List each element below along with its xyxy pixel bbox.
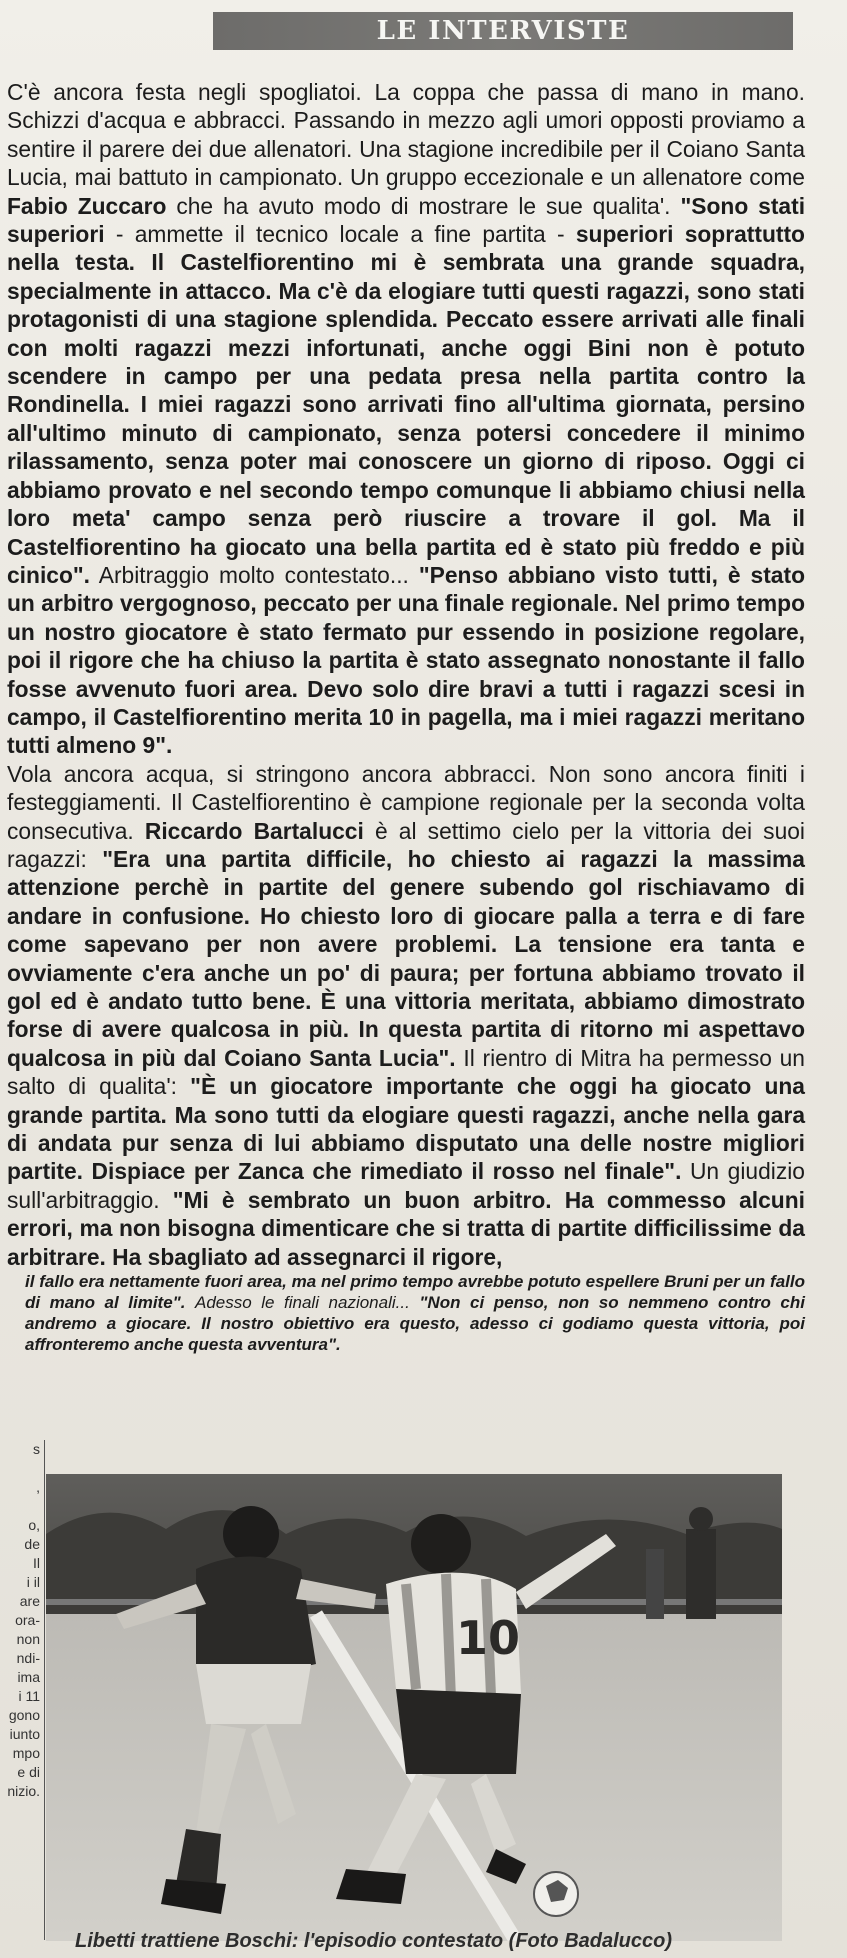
article-paragraph-3 xyxy=(7,1271,805,1355)
quote-start: "Sono stati superiori xyxy=(7,192,806,248)
section-title: LE INTERVISTE xyxy=(376,16,630,46)
left-column-fragment xyxy=(0,1459,44,1478)
quote-bartalucci-1: "Era una partita difficile, ho chiesto ai ragazzi la massima attenzione perchè in partite del genere subendo gol rischiavamo di andare in confusione. Ho chiesto loro di giocare palla a terra e di fare come sapevano per non avere problemi. La tensione era tanta e ovviamente c'era anche un po' di paura; per fortuna abbiamo trovato il gol ed è andato tutto bene. È una vittoria meritata, abbiamo dimostrato forse di avere qualcosa in più. In questa partita di ritorno mi aspettavo qualcosa in più dal Coiano Santa Lucia". xyxy=(7,845,805,1071)
referee-note: Arbitraggio molto contestato... xyxy=(98,561,409,588)
left-column-fragment: i 11 xyxy=(18,1688,40,1704)
match-photo-illustration xyxy=(46,1474,782,1941)
left-column-fragment: iunto xyxy=(9,1726,40,1742)
left-column-fragment: ora- xyxy=(15,1612,40,1628)
section-header xyxy=(213,12,793,50)
article-paragraph-2 xyxy=(7,760,805,1271)
left-column-fragment: ima xyxy=(17,1669,40,1685)
intro-text: C'è ancora festa negli spogliatoi. La coppa che passa di mano in mano. Schizzi d'acqua e abbracci. Passando in mezzo agli umori opposti proviamo a sentire il parere dei due allenatori. Una stagione incredibile per il Coiano Santa Lucia, mai battuto in campionato. Un gruppo eccezionale e un allenatore come xyxy=(7,79,805,191)
second-intro-2: è al settimo cielo per la vittoria dei suoi ragazzi: xyxy=(7,817,805,872)
photo-caption: Libetti trattiene Boschi: l'episodio contestato (Foto Badalucco) xyxy=(75,1930,673,1952)
finals-note: Adesso le finali nazionali... xyxy=(195,1293,410,1313)
left-column-fragment xyxy=(0,1497,44,1516)
coach-name-zuccaro: Fabio Zuccaro xyxy=(7,192,167,219)
left-column-fragment: mpo xyxy=(12,1745,40,1761)
left-column-fragment: gono xyxy=(8,1707,40,1723)
left-column-fragment: Il xyxy=(33,1555,40,1571)
quote-bartalucci-3: "Mi è sembrato un buon arbitro. Ha commesso alcuni errori, ma non bisogna dimenticare che si tratta di partite difficilissime da arbitrare. Ha sbagliato ad assegnarci il rigore, xyxy=(7,1186,805,1270)
mitra-note: Il rientro di Mitra ha permesso un salto di qualita': xyxy=(7,1044,805,1100)
adjacent-column-fragment xyxy=(0,1440,45,1940)
match-photo xyxy=(46,1474,782,1941)
left-column-fragment: , xyxy=(36,1479,40,1495)
left-column-fragment: ndi- xyxy=(16,1650,40,1666)
left-column-fragment: s xyxy=(33,1441,40,1457)
quote-zuccaro-2: "Penso abbiano visto tutti, è stato un arbitro vergognoso, peccato per una finale regionale. Nel primo tempo un nostro giocatore è stato fermato pur essendo in posizione regolare, poi il rigore che ha chiuso la partita è stato assegnato nonostante il fallo fosse avvenuto fuori area. Devo solo dire bravi a tutti i ragazzi scesi in campo, il Castelfiorentino merita 10 in pagella, ma i miei ragazzi meritano tutti almeno 9". xyxy=(7,561,805,759)
quote-zuccaro-1: superiori soprattutto nella testa. Il Castelfiorentino mi è sembrata una grande squadra, specialmente in attacco. Ma c'è da elogiare tutti questi ragazzi, sono stati protagonisti di una stagione splendida. Peccato essere arrivati alle finali con molti ragazzi mezzi infortunati, anche oggi Bini non è potuto scendere in campo per una pedata presa nella partita contro la Rondinella. I miei ragazzi sono arrivati fino all'ultima giornata, persino all'ultimo minuto di campionato, senza potersi concedere il minimo rilassamento, senza poter mai conoscere un giorno di riposo. Oggi ci abbiamo provato e nel secondo tempo comunque li abbiamo chiusi nella loro meta' campo senza però riuscire a trovare il gol. Ma il Castelfiorentino ha giocato una bella partita ed è stato più freddo e più cinico". xyxy=(7,221,805,588)
quote-bartalucci-2: "È un giocatore importante che oggi ha giocato una grande partita. Ma sono tutti da elogiare questi ragazzi, anche nella gara di andata pur senza di lui abbiamo disputato una delle nostre migliori partite. Dispiace per Zanca che rimediato il rosso nel finale". xyxy=(7,1073,805,1185)
coach-name-bartalucci: Riccardo Bartalucci xyxy=(144,817,364,844)
left-column-fragment: nizio. xyxy=(7,1783,40,1799)
quote-small-2: "Non ci penso, non so nemmeno contro chi andremo a giocare. Il nostro obiettivo era questo, adesso ci godiamo questa vittoria, poi affronteremo anche questa avventura". xyxy=(25,1293,805,1355)
article-paragraph-1 xyxy=(7,78,805,760)
left-column-fragment: o, xyxy=(28,1517,40,1533)
intro-text-2: che ha avuto modo di mostrare le sue qualita'. xyxy=(176,192,671,219)
article-body xyxy=(7,78,805,1355)
left-column-fragment: non xyxy=(16,1631,40,1647)
shirt-number: 10 xyxy=(456,1611,521,1665)
left-column-fragment: are xyxy=(19,1593,40,1609)
quote-aside: - ammette il tecnico locale a fine partita - xyxy=(115,221,565,248)
referee-judgement-note: Un giudizio sull'arbitraggio. xyxy=(7,1158,805,1213)
left-column-fragment: e di xyxy=(17,1764,40,1780)
second-intro: Vola ancora acqua, si stringono ancora abbracci. Non sono ancora finiti i festeggiamenti. Il Castelfiorentino è campione regionale per la seconda volta consecutiva. xyxy=(7,760,805,844)
left-column-fragment: i il xyxy=(26,1574,40,1590)
left-column-fragment: de xyxy=(24,1536,40,1552)
quote-small-1: il fallo era nettamente fuori area, ma nel primo tempo avrebbe potuto espellere Bruni per un fallo di mano al limite". xyxy=(25,1272,805,1313)
